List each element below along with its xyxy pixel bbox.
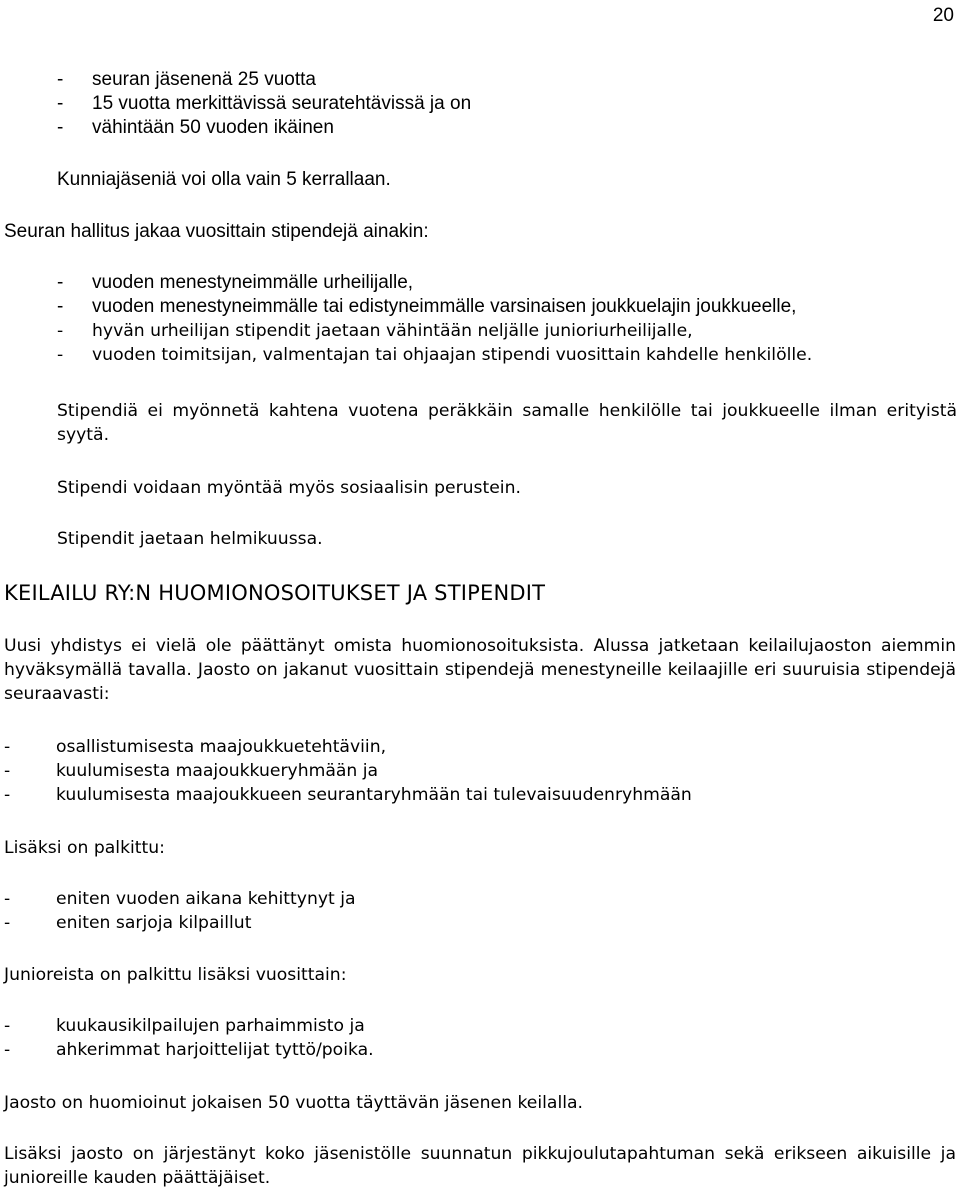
list-item: - eniten vuoden aikana kehittynyt ja [4, 889, 356, 909]
list-item: - vuoden menestyneimmälle tai edistyneimmälle varsinaisen joukkuelajin joukkueelle, [57, 296, 797, 317]
section-heading: KEILAILU RY:N HUOMIONOSOITUKSET JA STIPENDIT [4, 581, 546, 605]
list-item: - vähintään 50 vuoden ikäinen [57, 117, 334, 138]
christmas-note: Lisäksi jaosto on järjestänyt koko jäsenistölle suunnatun pikkujoulutapahtuman sekä erikseen aikuisille ja junioreille kauden päättäjäiset. [4, 1144, 956, 1188]
scholarship-list [57, 271, 812, 367]
list-item: - eniten sarjoja kilpaillut [4, 913, 252, 933]
list-item: - osallistumisesta maajoukkuetehtäviin, [4, 737, 387, 757]
juniors-intro: Junioreista on palkittu lisäksi vuosittain: [4, 965, 347, 985]
list-item: - kuukausikilpailujen parhaimmisto ja [4, 1016, 365, 1036]
additional-intro: Lisäksi on palkittu: [4, 838, 165, 858]
rule-not-twice: Stipendiä ei myönnetä kahtena vuotena peräkkäin samalle henkilölle tai joukkueelle ilman erityistä syytä. [57, 401, 957, 445]
list-item: - kuulumisesta maajoukkueryhmään ja [4, 761, 379, 781]
page-number: 20 [932, 5, 954, 26]
list-item: - kuulumisesta maajoukkueen seurantaryhmään tai tulevaisuudenryhmään [4, 785, 692, 805]
honorary-limit: Kunniajäseniä voi olla vain 5 kerrallaan. [57, 169, 391, 190]
fifty-years-note: Jaosto on huomioinut jokaisen 50 vuotta täyttävän jäsenen keilalla. [4, 1093, 584, 1113]
list-item: - hyvän urheilijan stipendit jaetaan vähintään neljälle junioriurheilijalle, [57, 321, 693, 341]
list-item: - seuran jäsenenä 25 vuotta [57, 69, 316, 90]
rule-social: Stipendi voidaan myöntää myös sosiaalisin perustein. [57, 478, 521, 498]
keilailu-intro: Uusi yhdistys ei vielä ole päättänyt omista huomionosoituksista. Alussa jatketaan keilailujaoston aiemmin hyväksymällä tavalla. Jaosto on jakanut vuosittain stipendejä menestyneille keilaajille eri suuruisia stipendejä seuraavasti: [4, 636, 956, 704]
membership-criteria-list [57, 68, 471, 140]
list-item: - 15 vuotta merkittävissä seuratehtävissä ja on [57, 93, 472, 114]
list-item: - vuoden toimitsijan, valmentajan tai ohjaajan stipendi vuosittain kahdelle henkilölle. [57, 345, 813, 365]
list-item: - ahkerimmat harjoittelijat tyttö/poika. [4, 1040, 374, 1060]
list-item: - vuoden menestyneimmälle urheilijalle, [57, 272, 414, 293]
rule-february: Stipendit jaetaan helmikuussa. [57, 529, 323, 549]
juniors-list [4, 1014, 374, 1062]
scholarship-intro: Seuran hallitus jakaa vuosittain stipendejä ainakin: [4, 221, 429, 242]
additional-list [4, 887, 356, 935]
keilailu-list [4, 735, 692, 807]
